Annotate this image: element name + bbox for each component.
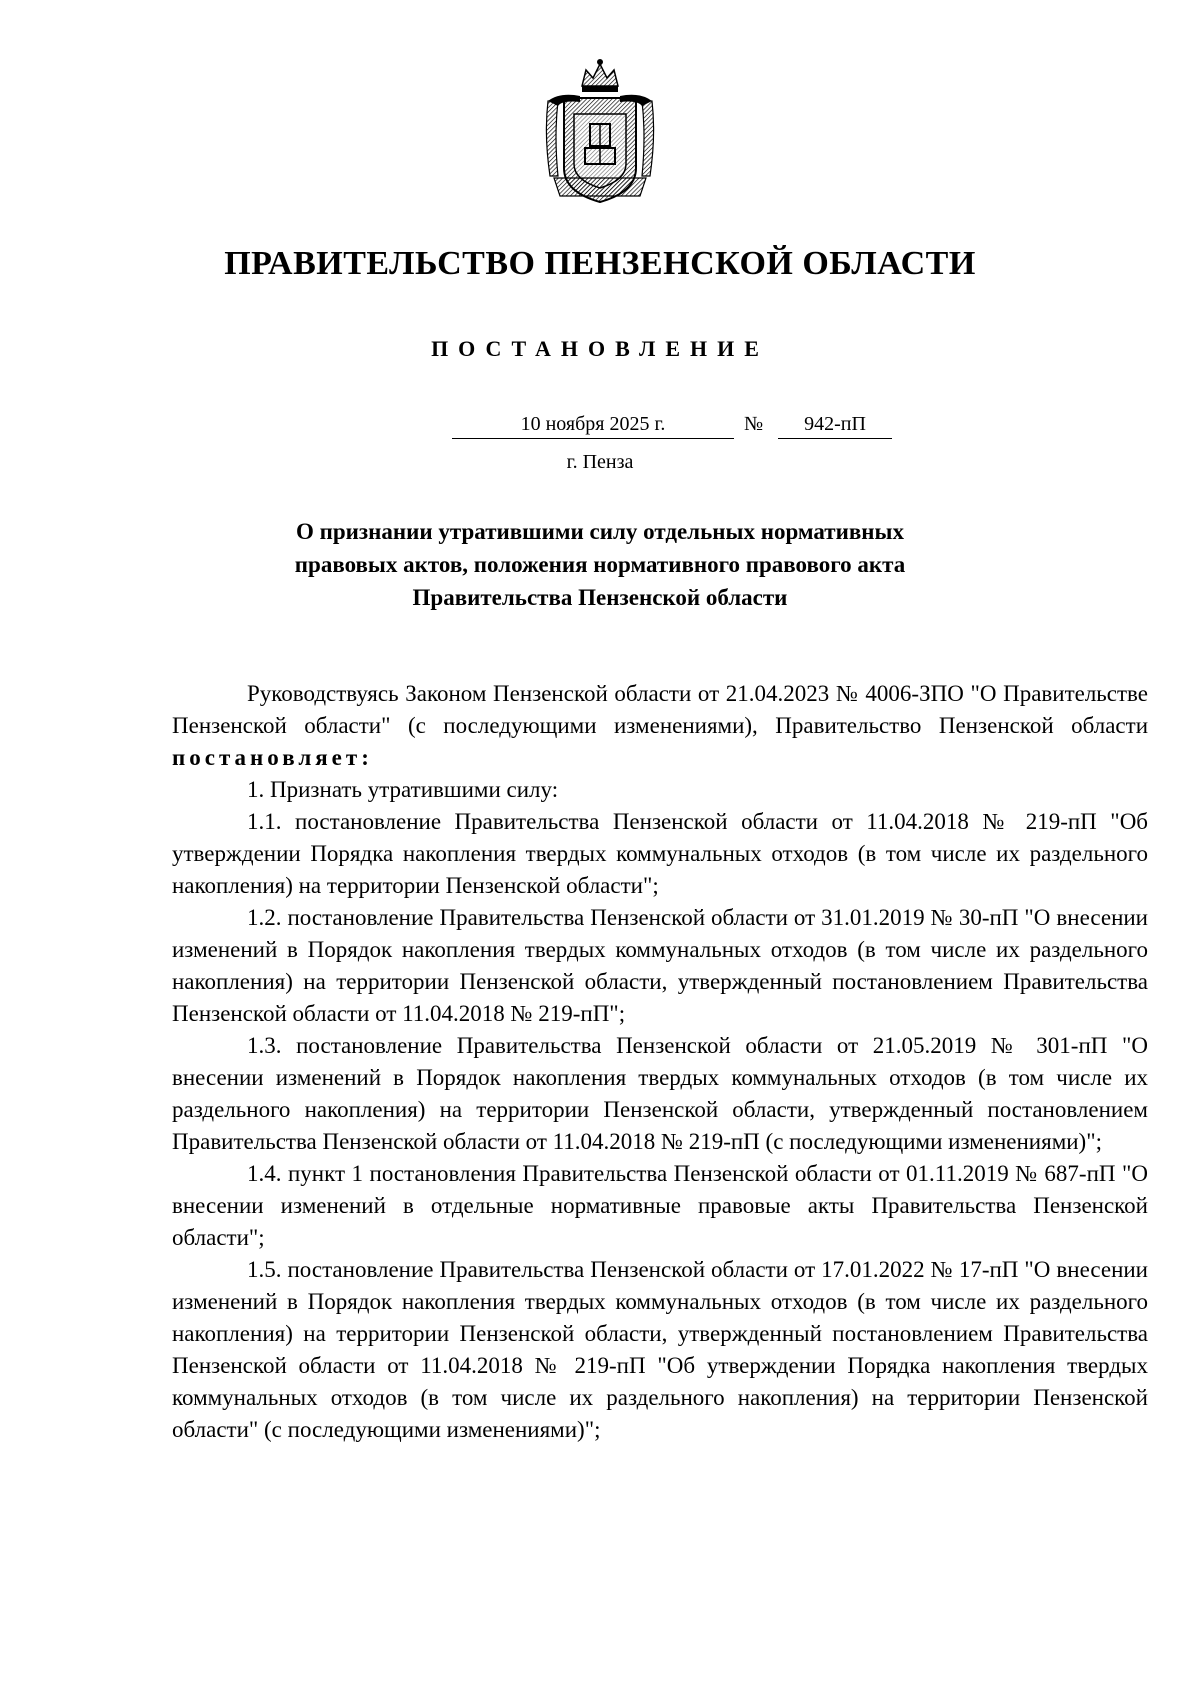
list-item: 1.3. постановление Правительства Пензенской области от 21.05.2019 № 301-пП "О внесении изменений в Порядок накопления твердых коммунальных отходов (в том числе их раздельного накопления) на территории Пензенской области, утвержденный постановлением Правительства Пензенской области от 11.04.2018 № 219-пП (с последующими изменениями)";: [172, 1033, 1148, 1154]
date-number-line: [452, 411, 892, 441]
subject-line: О признании утратившими силу отдельных нормативных: [296, 519, 904, 544]
preamble-text: Руководствуясь Законом Пензенской области от 21.04.2023 № 4006-ЗПО "О Правительстве Пензенской области" (с последующими изменениями), Правительство Пензенской области: [172, 681, 1148, 738]
document-subject: [250, 515, 950, 614]
list-item: 1.5. постановление Правительства Пензенской области от 17.01.2022 № 17-пП "О внесении изменений в Порядок накопления твердых коммунальных отходов (в том числе их раздельного накопления) на территории Пензенской области, утвержденный постановлением Правительства Пензенской области от 11.04.2018 № 219-пП "Об утверждении Порядка накопления твердых коммунальных отходов (в том числе их раздельного накопления) на территории Пензенской области" (с последующими изменениями)";: [172, 1257, 1148, 1442]
list-item: 1.2. постановление Правительства Пензенской области от 31.01.2019 № 30-пП "О внесении изменений в Порядок накопления твердых коммунальных отходов (в том числе их раздельного накопления) на территории Пензенской области, утвержденный постановлением Правительства Пензенской области от 11.04.2018 № 219-пП";: [172, 905, 1148, 1026]
document-city: г. Пенза: [566, 451, 634, 473]
organization-title: ПРАВИТЕЛЬСТВО ПЕНЗЕНСКОЙ ОБЛАСТИ: [224, 245, 976, 282]
subject-line: Правительства Пензенской области: [412, 585, 788, 610]
document-type-heading: ПОСТАНОВЛЕНИЕ: [431, 336, 769, 361]
coat-of-arms-emblem: [540, 56, 660, 206]
document-body: [172, 678, 1148, 1446]
number-sign: №: [744, 413, 764, 435]
document-number: 942-пП: [778, 411, 892, 439]
list-item: 1.1. постановление Правительства Пензенской области от 11.04.2018 № 219-пП "Об утверждении Порядка накопления твердых коммунальных отходов (в том числе их раздельного накопления) на территории Пензенской области";: [172, 809, 1148, 898]
preamble-paragraph: [172, 678, 1148, 774]
list-item: 1.4. пункт 1 постановления Правительства Пензенской области от 01.11.2019 № 687-пП "О внесении изменений в отдельные нормативные правовые акты Правительства Пензенской области";: [172, 1161, 1148, 1250]
decree-word: постановляет:: [172, 745, 373, 770]
document-date: 10 ноября 2025 г.: [452, 411, 734, 439]
subject-line: правовых актов, положения нормативного правового акта: [294, 552, 906, 577]
list-item: 1. Признать утратившими силу:: [247, 777, 559, 802]
